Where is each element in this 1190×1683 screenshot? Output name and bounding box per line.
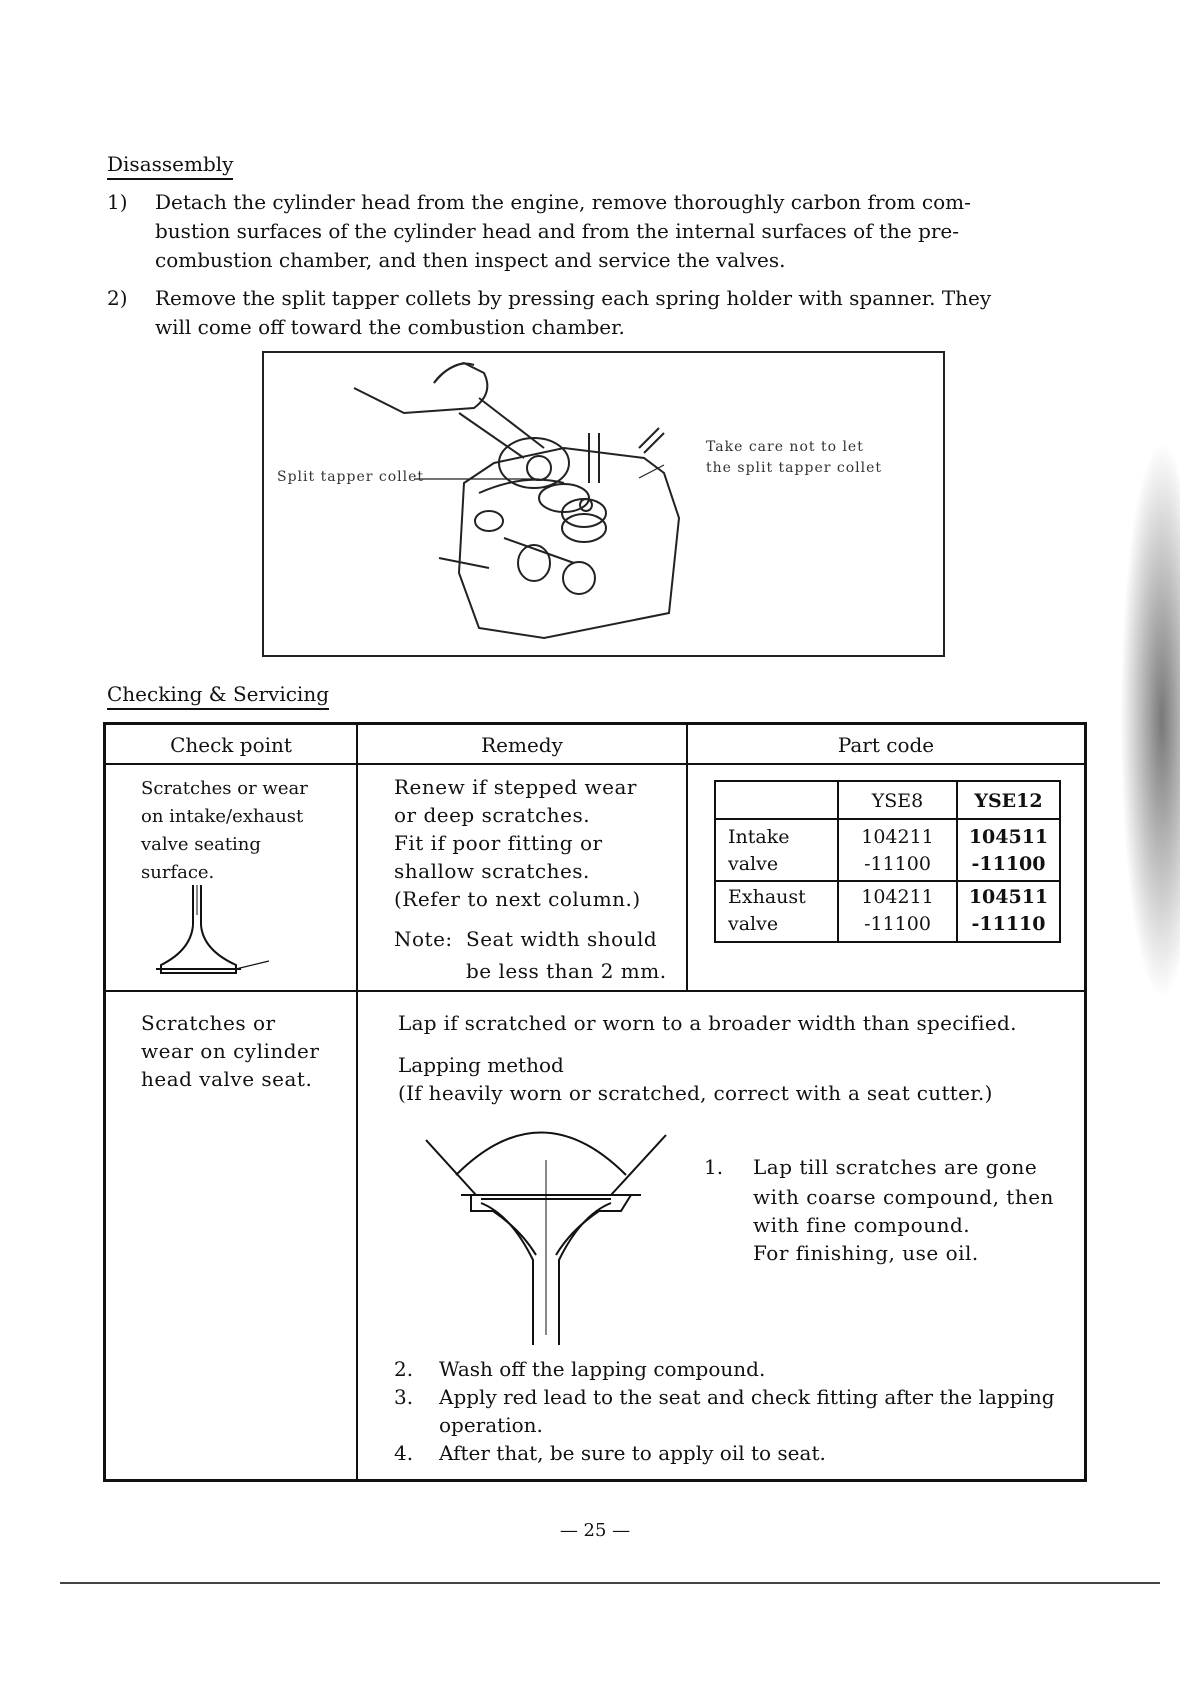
text-line: 104511 — [968, 886, 1049, 908]
text-line: -11100 — [971, 853, 1046, 875]
text-line: valve — [728, 913, 779, 935]
step-number: 2. — [394, 1357, 414, 1381]
pc-exhaust-yse8 — [839, 884, 956, 938]
step-line: bustion surfaces of the cylinder head and from the internal surfaces of the pre- — [155, 219, 960, 243]
lapping-method-note: (If heavily worn or scratched, correct with a seat cutter.) — [398, 1081, 993, 1105]
scan-bottom-rule — [60, 1582, 1160, 1584]
step-line: Detach the cylinder head from the engine, remove thoroughly carbon from com- — [155, 190, 971, 214]
pc-exhaust-yse12 — [958, 884, 1059, 938]
step-number: 3. — [394, 1385, 414, 1409]
text-line: Wash off the lapping compound. — [439, 1357, 766, 1381]
text-line: Fit if poor fitting or — [394, 831, 603, 855]
disassembly-heading: Disassembly — [107, 152, 233, 180]
disassembly-step-1 — [107, 188, 1067, 278]
list-item — [394, 1355, 1084, 1383]
pc-row-intake-label — [728, 824, 789, 878]
list-item — [394, 1383, 1084, 1439]
pc-row-divider — [716, 818, 1059, 820]
text-line: -11110 — [971, 913, 1046, 935]
text-line: surface. — [141, 862, 215, 883]
text-line: -11100 — [864, 913, 931, 935]
pc-head-yse8: YSE8 — [871, 790, 924, 812]
text-line: or deep scratches. — [394, 803, 591, 827]
pc-row-divider — [716, 880, 1059, 882]
pc-intake-yse12 — [958, 824, 1059, 878]
step-line: Remove the split tapper collets by pressing each spring holder with spanner. They — [155, 286, 992, 310]
text-line: 104211 — [861, 826, 934, 848]
valve-illustration — [151, 885, 271, 985]
text-line: Intake — [728, 826, 790, 848]
text-line: with fine compound. — [753, 1213, 971, 1237]
text-line: valve seating — [141, 834, 261, 855]
header-part-code: Part code — [837, 733, 935, 757]
text-line: Exhaust — [728, 886, 806, 908]
text-line: 104511 — [968, 826, 1049, 848]
note-text — [466, 925, 686, 985]
header-check-point: Check point — [170, 733, 292, 757]
pc-head-yse12: YSE12 — [974, 790, 1043, 812]
text-line: wear on cylinder — [141, 1039, 320, 1063]
text-line: Apply red lead to the seat and check fitting after the lapping — [439, 1385, 1055, 1409]
row2-remedy-main: Lap if scratched or worn to a broader width than specified. — [398, 1011, 1017, 1035]
pc-intake-yse8 — [839, 824, 956, 878]
text-line: on intake/exhaust — [141, 806, 304, 827]
text-line: Renew if stepped wear — [394, 775, 637, 799]
text-line: -11100 — [864, 853, 931, 875]
col-divider — [356, 725, 358, 1479]
step-number: 4. — [394, 1441, 414, 1465]
lap-step-1 — [753, 1153, 1083, 1267]
checking-heading: Checking & Servicing — [107, 682, 329, 710]
care-note-line-1: Take care not to let — [706, 439, 864, 455]
cylinder-head-illustration — [264, 353, 943, 655]
scan-edge-smudge — [1120, 440, 1180, 1000]
note-label: Note: — [394, 927, 453, 951]
pc-row-exhaust-label — [728, 884, 806, 938]
text-line: Scratches or — [141, 1011, 276, 1035]
text-line: shallow scratches. — [394, 859, 590, 883]
text-line: Scratches or wear — [141, 778, 308, 799]
list-item — [394, 1439, 1084, 1467]
cylinder-head-figure — [262, 351, 945, 657]
disassembly-step-2 — [107, 284, 1067, 344]
step-line: combustion chamber, and then inspect and service the valves. — [155, 248, 786, 272]
text-line: with coarse compound, then — [753, 1185, 1054, 1209]
text-line: Seat width should — [466, 927, 658, 951]
row1-remedy — [394, 773, 684, 913]
step-number: 2) — [107, 286, 128, 310]
text-line: After that, be sure to apply oil to seat. — [439, 1441, 826, 1465]
text-line: operation. — [439, 1413, 543, 1437]
lap-step-1-number: 1. — [704, 1155, 724, 1179]
row1-check-point — [141, 775, 351, 887]
lapping-method-title: Lapping method — [398, 1053, 564, 1077]
step-number: 1) — [107, 190, 128, 214]
text-line: valve — [728, 853, 779, 875]
row-divider — [106, 990, 1084, 992]
part-code-table — [714, 780, 1061, 943]
text-line: head valve seat. — [141, 1067, 313, 1091]
text-line: be less than 2 mm. — [466, 959, 667, 983]
header-remedy: Remedy — [481, 733, 563, 757]
row2-check-point — [141, 1009, 351, 1093]
text-line: For finishing, use oil. — [753, 1241, 979, 1265]
page-number: — 25 — — [559, 1520, 631, 1541]
text-line: Lap till scratches are gone — [753, 1155, 1038, 1179]
care-note-line-2: the split tapper collet — [706, 460, 883, 476]
step-line: will come off toward the combustion chamber. — [155, 315, 625, 339]
lap-steps-list — [394, 1355, 1084, 1467]
text-line: (Refer to next column.) — [394, 887, 641, 911]
header-divider — [106, 763, 1084, 765]
split-collet-label: Split tapper collet — [277, 469, 425, 485]
valve-seat-illustration — [421, 1115, 676, 1350]
text-line: 104211 — [861, 886, 934, 908]
